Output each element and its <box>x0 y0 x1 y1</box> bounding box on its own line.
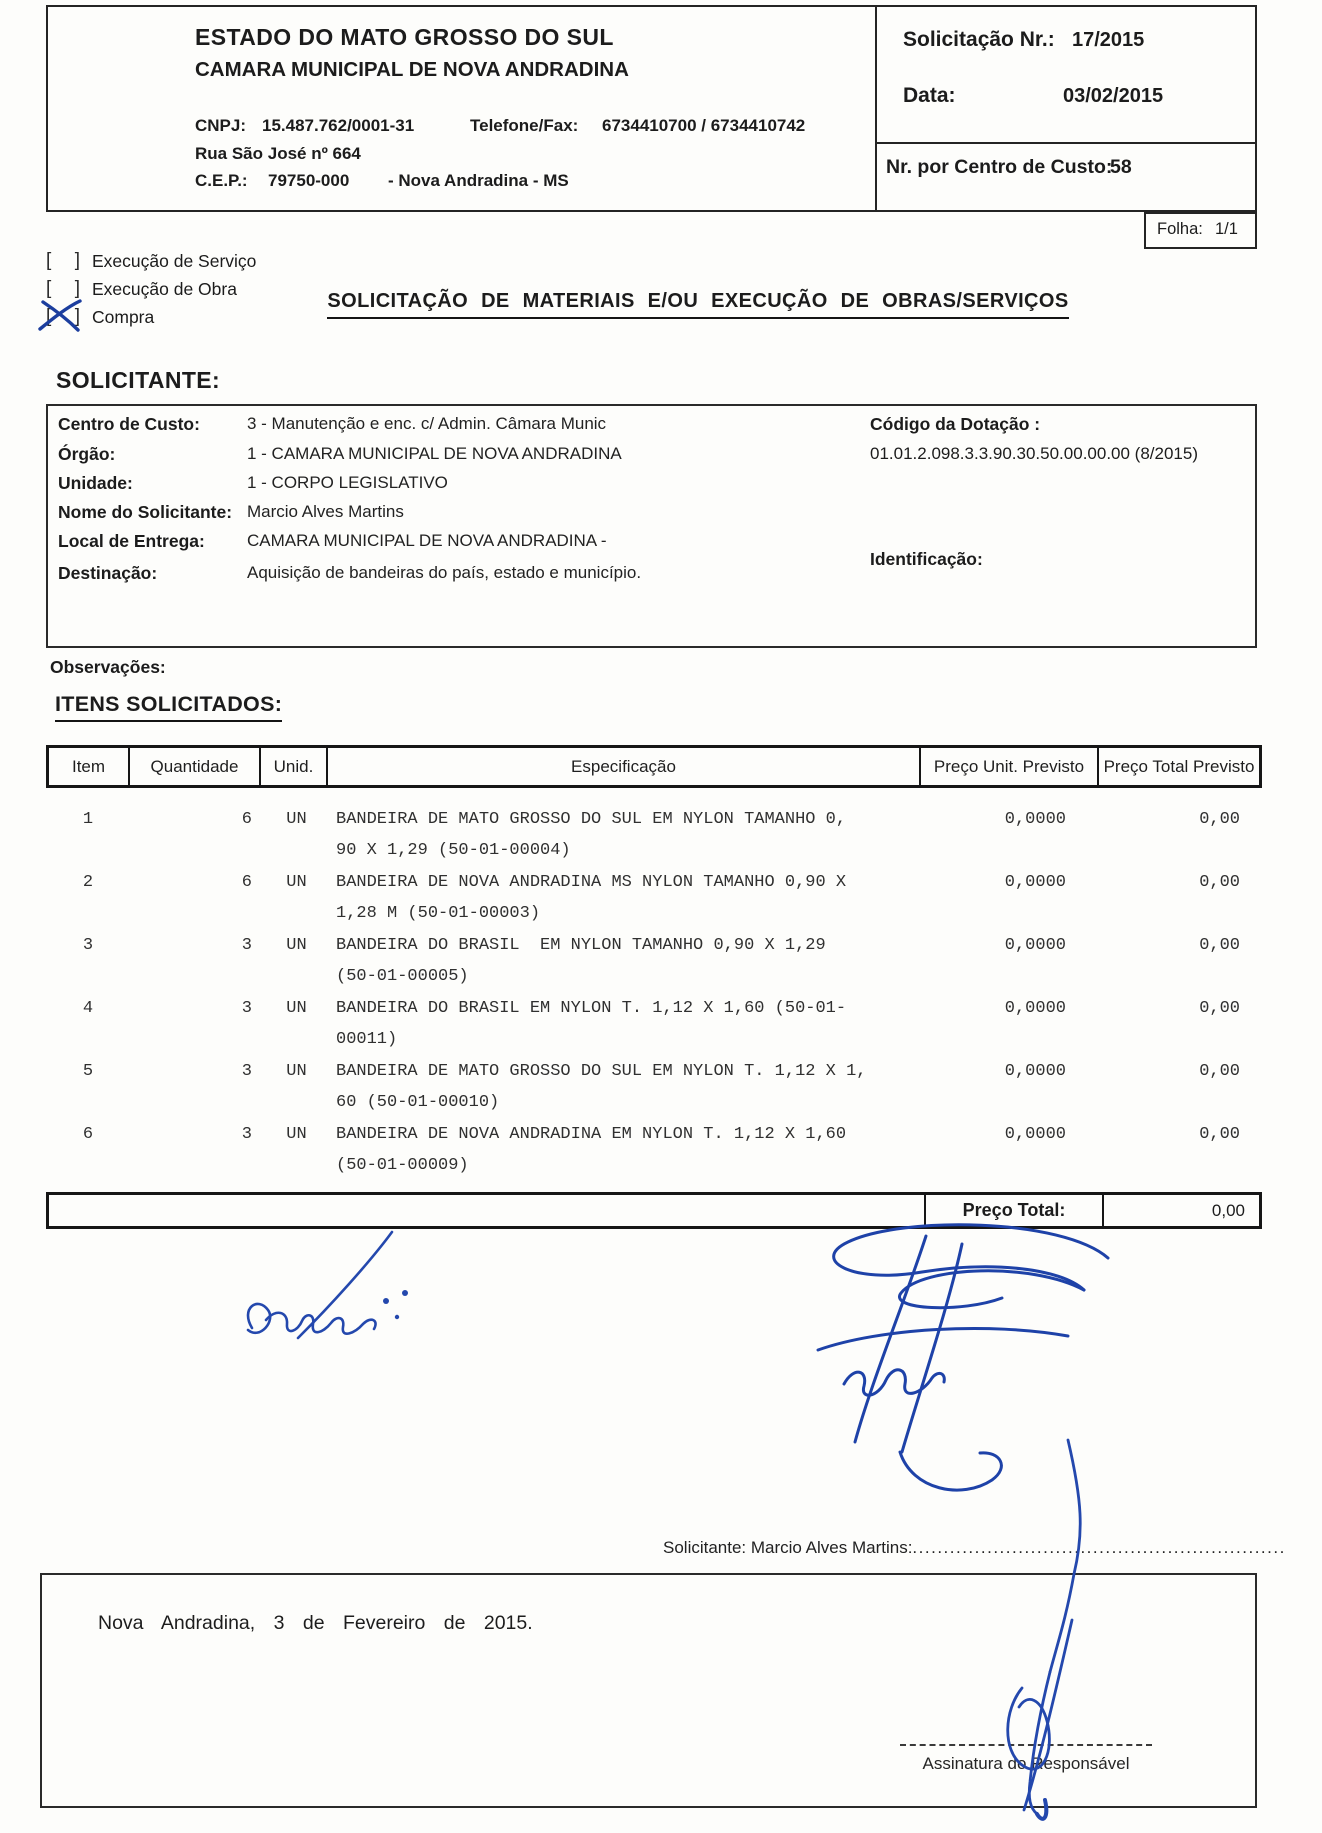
field-label: Unidade: <box>58 473 133 493</box>
phone-value: 6734410700 / 6734410742 <box>602 116 806 135</box>
checkbox-label: Execução de Obra <box>92 278 237 299</box>
dotacao-value: 01.01.2.098.3.3.90.30.50.00.00.00 (8/2015) <box>870 444 1198 463</box>
col-header-preco-unit: Preço Unit. Previsto <box>921 748 1099 785</box>
table-row <box>0 1125 1322 1188</box>
itens-section-heading-text: ITENS SOLICITADOS: <box>55 692 282 722</box>
signature-ink-left-dots <box>383 1290 408 1319</box>
field-centro-de-custo <box>0 414 1322 440</box>
item-spec-line1: BANDEIRA DO BRASIL EM NYLON T. 1,12 X 1,60 (50-01- <box>336 999 847 1018</box>
field-label: Destinação: <box>58 563 158 583</box>
item-unit-price: 0,0000 <box>1004 873 1066 892</box>
items-table-header <box>46 745 1262 788</box>
phone-label: Telefone/Fax: <box>470 116 579 135</box>
signature-ink-left <box>248 1232 392 1338</box>
field-label: Local de Entrega: <box>58 531 205 551</box>
item-unit: UN <box>286 873 307 892</box>
field-value: 3 - Manutenção e enc. c/ Admin. Câmara Munic <box>247 414 607 433</box>
field-label: Nome do Solicitante: <box>58 502 233 522</box>
checkbox-brackets <box>46 250 80 272</box>
item-spec-line2: (50-01-00009) <box>336 1156 469 1175</box>
solicitante-signature-line <box>663 1538 1286 1558</box>
item-spec-line1: BANDEIRA DO BRASIL EM NYLON TAMANHO 0,90 X 1,29 <box>336 936 826 955</box>
checkbox-execucao-servico <box>46 249 256 273</box>
item-total-price: 0,00 <box>1199 810 1240 829</box>
solicitante-section-heading: SOLICITANTE: <box>56 367 221 393</box>
item-spec-line2: (50-01-00005) <box>336 967 469 986</box>
scan-corner-artifact <box>0 0 30 28</box>
form-title-text: SOLICITAÇÃO DE MATERIAIS E/OU EXECUÇÃO DE OBRAS/SERVIÇOS <box>327 290 1068 319</box>
item-unit: UN <box>286 810 307 829</box>
org-address: Rua São José nº 664 <box>195 144 361 163</box>
org-name-city: CAMARA MUNICIPAL DE NOVA ANDRADINA <box>195 58 629 81</box>
col-header-unid: Unid. <box>261 748 328 785</box>
item-total-price: 0,00 <box>1199 936 1240 955</box>
field-value: 1 - CAMARA MUNICIPAL DE NOVA ANDRADINA <box>247 444 622 463</box>
item-spec-line2: 1,28 M (50-01-00003) <box>336 904 541 923</box>
item-number: 2 <box>82 873 94 892</box>
total-label: Preço Total: <box>926 1195 1104 1226</box>
item-quantity: 3 <box>241 1125 252 1144</box>
item-number: 6 <box>82 1125 94 1144</box>
field-value: CAMARA MUNICIPAL DE NOVA ANDRADINA - <box>247 531 607 550</box>
item-unit: UN <box>286 999 307 1018</box>
sheet-label: Folha: <box>1157 220 1203 238</box>
solicitante-signature-label: Solicitante: Marcio Alves Martins: <box>663 1538 913 1557</box>
form-title <box>280 290 1116 319</box>
item-number: 5 <box>82 1062 94 1081</box>
col-header-item: Item <box>49 748 130 785</box>
item-unit-price: 0,0000 <box>1004 999 1066 1018</box>
item-quantity: 3 <box>241 1062 252 1081</box>
item-spec-line1: BANDEIRA DE NOVA ANDRADINA MS NYLON TAMANHO 0,90 X <box>336 873 847 892</box>
request-number-label: Solicitação Nr.: <box>903 28 1055 51</box>
item-unit-price: 0,0000 <box>1004 1062 1066 1081</box>
field-destinacao <box>0 563 1322 589</box>
table-row <box>0 873 1322 936</box>
cep-label: C.E.P.: <box>195 171 248 190</box>
itens-section-heading <box>55 692 282 722</box>
col-header-quantidade: Quantidade <box>130 748 261 785</box>
field-label: Órgão: <box>58 444 116 464</box>
header-divider-vertical <box>875 5 877 212</box>
item-number: 3 <box>82 936 94 955</box>
org-city-state: - Nova Andradina - MS <box>388 171 569 190</box>
table-row <box>0 810 1322 873</box>
field-local-entrega <box>0 531 1322 557</box>
cnpj-label: CNPJ: <box>195 116 247 135</box>
item-spec-line2: 90 X 1,29 (50-01-00004) <box>336 841 571 860</box>
date-label: Data: <box>903 84 956 107</box>
item-total-price: 0,00 <box>1199 873 1240 892</box>
total-row <box>46 1192 1262 1229</box>
item-total-price: 0,00 <box>1199 1125 1240 1144</box>
observacoes-label: Observações: <box>50 657 166 677</box>
table-row <box>0 999 1322 1062</box>
signature-ink-main <box>818 1225 1108 1490</box>
checkbox-label: Compra <box>92 306 155 327</box>
sheet-value: 1/1 <box>1215 220 1238 238</box>
cnpj-value: 15.487.762/0001-31 <box>262 116 415 135</box>
footer-date-line: Nova Andradina, 3 de Fevereiro de 2015. <box>98 1612 533 1634</box>
field-value: 1 - CORPO LEGISLATIVO <box>247 473 448 492</box>
field-value: Marcio Alves Martins <box>247 502 404 521</box>
identificacao-label: Identificação: <box>870 549 983 569</box>
item-spec-line1: BANDEIRA DE MATO GROSSO DO SUL EM NYLON TAMANHO 0, <box>336 810 847 829</box>
cost-center-number-label: Nr. por Centro de Custo: <box>886 156 1113 178</box>
table-row <box>0 1062 1322 1125</box>
item-total-price: 0,00 <box>1199 1062 1240 1081</box>
item-spec-line1: BANDEIRA DE MATO GROSSO DO SUL EM NYLON T. 1,12 X 1, <box>336 1062 867 1081</box>
item-unit: UN <box>286 1125 307 1144</box>
responsible-signature-line <box>900 1744 1152 1746</box>
cep-value: 79750-000 <box>268 171 350 190</box>
table-row <box>0 936 1322 999</box>
total-value: 0,00 <box>1211 1200 1245 1220</box>
item-total-price: 0,00 <box>1199 999 1240 1018</box>
checkbox-brackets <box>46 278 80 300</box>
date-value: 03/02/2015 <box>1063 85 1164 107</box>
item-number: 1 <box>82 810 94 829</box>
item-unit-price: 0,0000 <box>1004 936 1066 955</box>
request-number-value: 17/2015 <box>1072 29 1145 51</box>
item-quantity: 6 <box>241 810 252 829</box>
cost-center-number-value: 58 <box>1110 156 1132 178</box>
item-unit-price: 0,0000 <box>1004 810 1066 829</box>
item-spec-line2: 00011) <box>336 1030 398 1049</box>
item-number: 4 <box>82 999 94 1018</box>
field-unidade <box>0 473 1322 499</box>
item-quantity: 3 <box>241 999 252 1018</box>
item-unit: UN <box>286 936 307 955</box>
item-quantity: 6 <box>241 873 252 892</box>
checkbox-execucao-obra <box>46 277 237 301</box>
col-header-especificacao: Especificação <box>328 748 921 785</box>
header-divider-horizontal <box>875 142 1257 144</box>
item-unit: UN <box>286 1062 307 1081</box>
checkbox-brackets <box>46 306 80 328</box>
checkbox-label: Execução de Serviço <box>92 250 257 271</box>
responsible-signature-label: Assinatura do Responsável <box>922 1754 1130 1773</box>
item-unit-price: 0,0000 <box>1004 1125 1066 1144</box>
signature-dotted-line: ............................................................ <box>912 1538 1286 1557</box>
col-header-preco-total: Preço Total Previsto <box>1103 756 1255 776</box>
checkbox-compra <box>46 305 154 329</box>
org-name-state: ESTADO DO MATO GROSSO DO SUL <box>195 24 614 50</box>
item-spec-line1: BANDEIRA DE NOVA ANDRADINA EM NYLON T. 1,12 X 1,60 <box>336 1125 847 1144</box>
total-row-spacer <box>49 1195 926 1226</box>
item-spec-line2: 60 (50-01-00010) <box>336 1093 500 1112</box>
field-value: Aquisição de bandeiras do país, estado e município. <box>247 563 642 582</box>
field-label: Centro de Custo: <box>58 414 200 434</box>
item-quantity: 3 <box>241 936 252 955</box>
dotacao-label: Código da Dotação : <box>870 414 1041 434</box>
field-nome-solicitante <box>0 502 1322 528</box>
